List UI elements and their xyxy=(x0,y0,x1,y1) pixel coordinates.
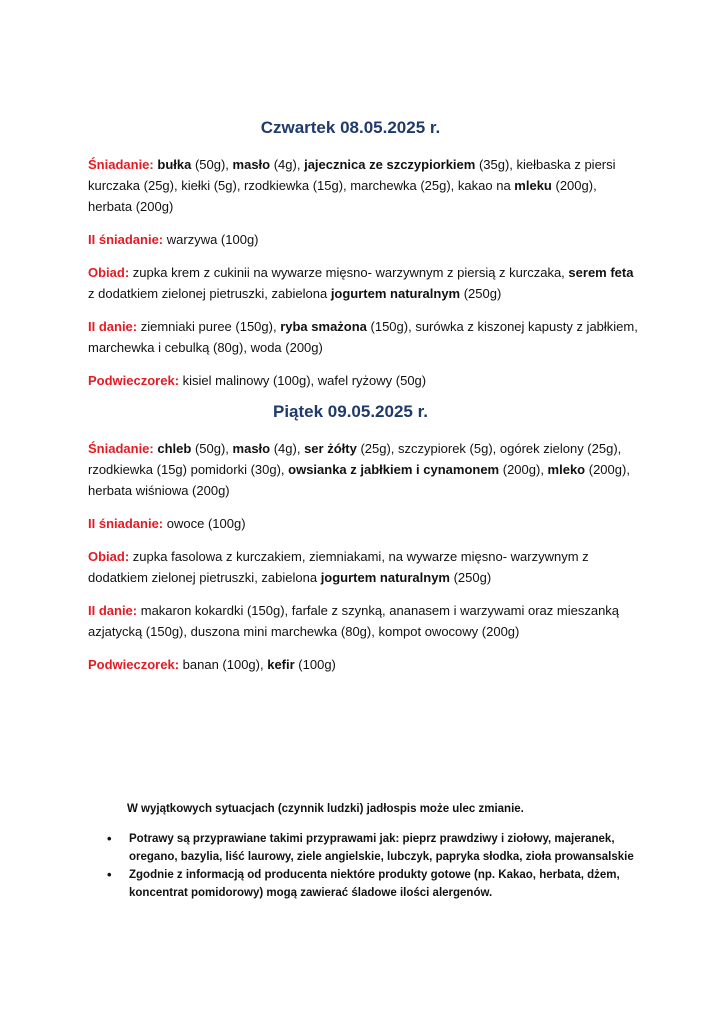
meal-text: makaron kokardki (150g), farfale z szynką, ananasem i warzywami oraz mieszanką azjatycką (150g), duszona mini marchewka (80g), kompot owocowy (200g) xyxy=(88,603,620,639)
meal-main-course xyxy=(88,316,643,358)
allergen-trace-note: Zgodnie z informacją od producenta niektóre produkty gotowe (np. Kakao, herbata, dżem, koncentrat pomidorowy) mogą zawierać śladowe ilości alergenów. xyxy=(129,869,620,899)
meal-text: (4g), xyxy=(270,441,305,456)
meal-text: (200g), xyxy=(499,462,548,477)
meal-label: II danie: xyxy=(88,319,138,334)
day-thursday xyxy=(88,118,643,403)
bullet-icon: • xyxy=(107,867,112,882)
spices-note: Potrawy są przyprawiane takimi przyprawami jak: pieprz prawdziwy i ziołowy, majeranek, oregano, bazylia, liść laurowy, ziele angielskie, lubczyk, papryka słodka, zioła prowansalskie xyxy=(129,833,634,863)
list-item xyxy=(107,866,652,902)
meal-text: kisiel malinowy (100g), wafel ryżowy (50g) xyxy=(179,373,427,388)
allergen-item: jogurtem naturalnym xyxy=(320,570,450,585)
menu-footer xyxy=(107,800,652,902)
allergen-item: serem feta xyxy=(568,265,634,280)
meal-text: warzywa (100g) xyxy=(163,232,259,247)
allergen-item: kefir xyxy=(267,657,295,672)
meal-breakfast xyxy=(88,438,643,501)
meal-text: zupka fasolowa z kurczakiem, ziemniakami, na wywarze mięsno- warzywnym z dodatkiem zielonej pietruszki, zabielona xyxy=(88,549,589,585)
allergen-notes xyxy=(107,830,652,902)
meal-text: (150g), surówka z kiszonej kapusty z jabłkiem, marchewka i cebulką (80g), woda (200g) xyxy=(88,319,638,355)
day-friday xyxy=(88,402,643,687)
meal-text: (200g), herbata wiśniowa (200g) xyxy=(88,462,630,498)
day-title: Piątek 09.05.2025 r. xyxy=(272,402,429,421)
meal-label: Podwieczorek: xyxy=(88,657,180,672)
meal-label: Podwieczorek: xyxy=(88,373,180,388)
meal-text: owoce (100g) xyxy=(163,516,246,531)
meal-label: Śniadanie: xyxy=(88,441,154,456)
allergen-item: jajecznica ze szczypiorkiem xyxy=(304,157,476,172)
bullet-icon: • xyxy=(107,831,112,846)
meal-text: (4g), xyxy=(270,157,305,172)
meal-list xyxy=(88,438,643,675)
meal-text: banan (100g), xyxy=(179,657,268,672)
meal-text: (35g), kiełbaska z piersi kurczaka (25g), kiełki (5g), rzodkiewka (15g), marchewka (25g), kakao na xyxy=(88,157,616,193)
allergen-item: chleb xyxy=(157,441,192,456)
meal-label: II śniadanie: xyxy=(88,516,164,531)
meal-label: II danie: xyxy=(88,603,138,618)
meal-text: (250g) xyxy=(460,286,502,301)
meal-lunch xyxy=(88,262,643,304)
meal-text: (25g), szczypiorek (5g), ogórek zielony (25g), rzodkiewka (15g) pomidorki (30g), xyxy=(88,441,622,477)
allergen-item: masło xyxy=(232,157,271,172)
meal-label: Obiad: xyxy=(88,265,130,280)
meal-label: II śniadanie: xyxy=(88,232,164,247)
meal-second-breakfast xyxy=(88,513,643,534)
allergen-item: masło xyxy=(232,441,271,456)
meal-text: z dodatkiem zielonej pietruszki, zabielona xyxy=(88,286,331,301)
allergen-item: owsianka z jabłkiem i cynamonem xyxy=(288,462,500,477)
meal-main-course xyxy=(88,600,643,642)
allergen-item: ryba smażona xyxy=(280,319,367,334)
allergen-item: bułka xyxy=(157,157,192,172)
allergen-item: mleku xyxy=(514,178,552,193)
meal-text: ziemniaki puree (150g), xyxy=(137,319,281,334)
meal-lunch xyxy=(88,546,643,588)
meal-text: (50g), xyxy=(191,441,233,456)
day-title: Czwartek 08.05.2025 r. xyxy=(260,118,441,137)
list-item xyxy=(107,830,652,866)
meal-afternoon-snack xyxy=(88,370,643,391)
meal-second-breakfast xyxy=(88,229,643,250)
meal-list xyxy=(88,154,643,391)
meal-label: Śniadanie: xyxy=(88,157,154,172)
disclaimer-note: W wyjątkowych sytuacjach (czynnik ludzki) jadłospis może ulec zmianie. xyxy=(127,803,524,815)
meal-text: (200g), herbata (200g) xyxy=(88,178,597,214)
allergen-item: jogurtem naturalnym xyxy=(330,286,461,301)
meal-text: zupka krem z cukinii na wywarze mięsno- warzywnym z piersią z kurczaka, xyxy=(129,265,569,280)
meal-afternoon-snack xyxy=(88,654,643,675)
allergen-item: mleko xyxy=(547,462,586,477)
meal-text: (250g) xyxy=(449,570,492,585)
meal-label: Obiad: xyxy=(88,549,130,564)
meal-text: (50g), xyxy=(191,157,233,172)
meal-text: (100g) xyxy=(294,657,336,672)
allergen-item: ser żółty xyxy=(304,441,357,456)
meal-breakfast xyxy=(88,154,643,217)
